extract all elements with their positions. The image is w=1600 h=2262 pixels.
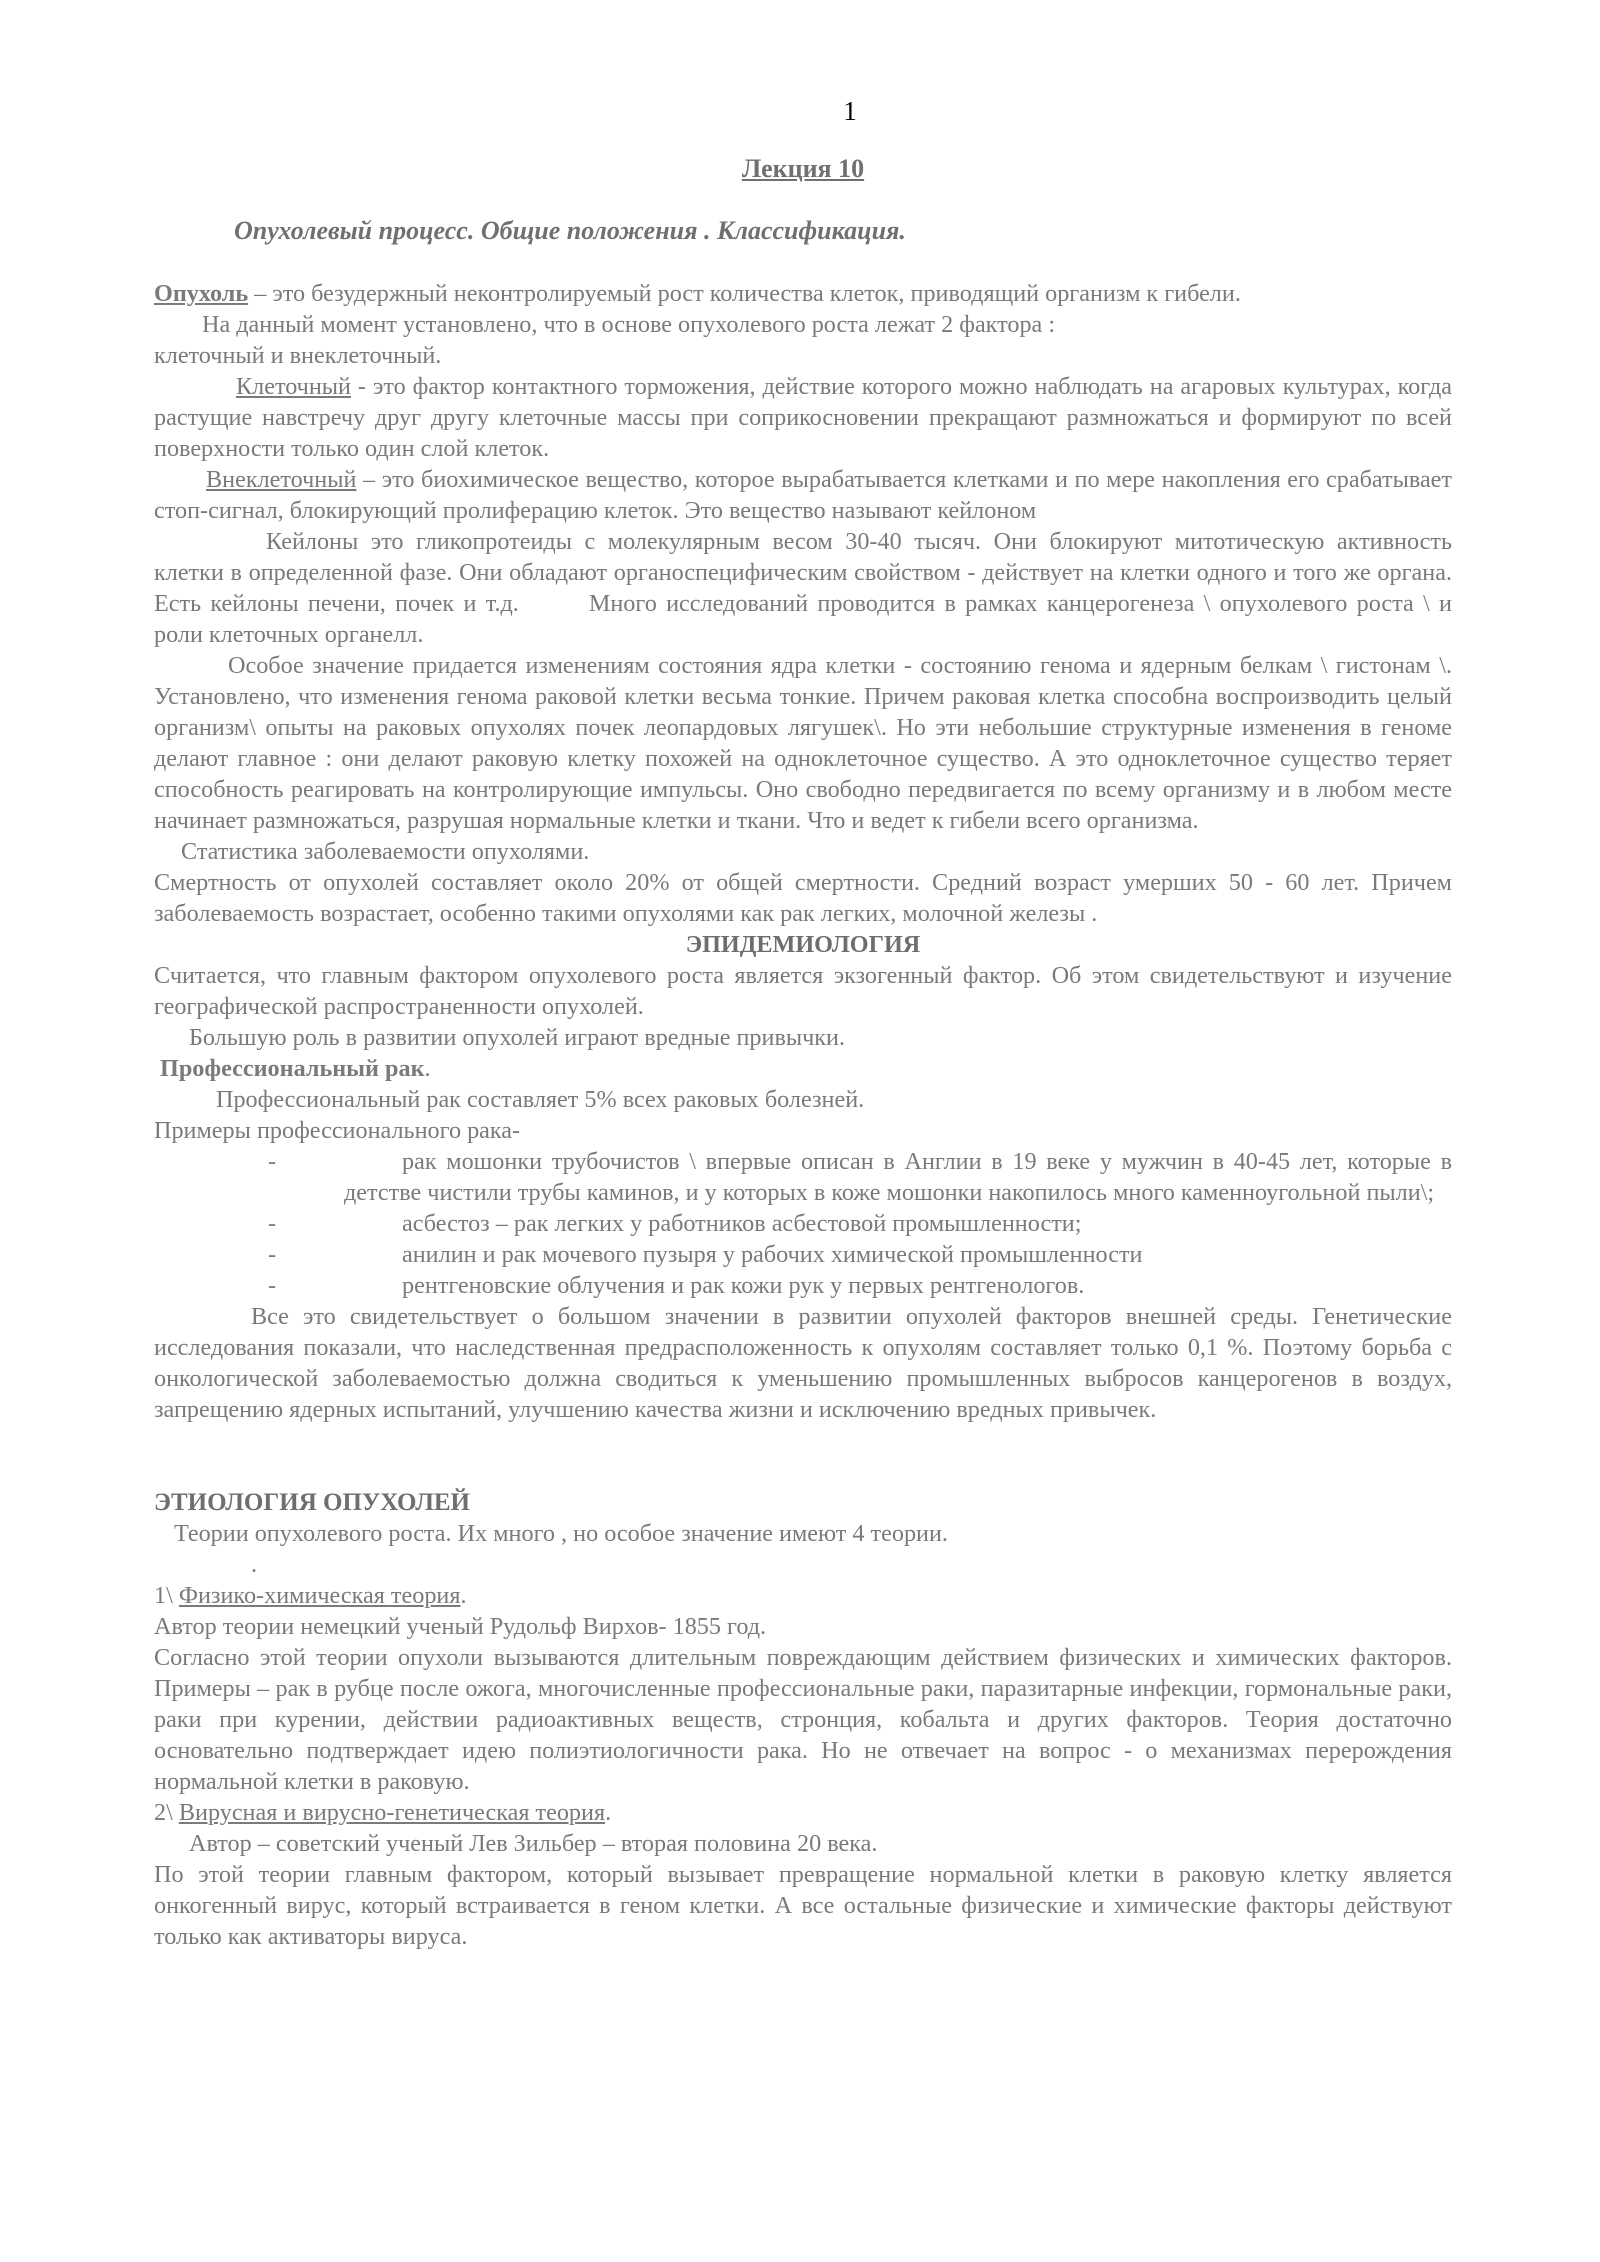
paragraph-statistics-title: Статистика заболеваемости опухолями. [181,838,590,865]
keylones-text: Кейлоны это гликопротеиды с молекулярным весом 30-40 тысяч. Они блокируют митотическую активность клетки в определенной фазе. Они обладают органоспецифическим свойством - действует на клетки одного и того же органа. Есть кейлоны печени, почек и т.д. [154,528,1452,617]
list-item: - асбестоз – рак легких у работников асбестовой промышленности; [268,1210,1082,1237]
list-item: - анилин и рак мочевого пузыря у рабочих химической промышленности [268,1241,1143,1268]
definition-text: – это безудержный неконтролируемый рост количества клеток, приводящий организм к гибели. [248,280,1241,307]
theory-2-name: Вирусная и вирусно-генетическая теория [178,1799,606,1826]
occupational-cancer-label: Профессиональный рак [160,1055,425,1082]
paragraph-factors-list: клеточный и внеклеточный. [154,342,442,369]
list-item: - рак мошонки трубочистов \ впервые описан в Англии в 19 веке у мужчин в 40-45 лет, которые в детстве чистили трубы каминов, и у которых в коже мошонки накопилось много каменноугольной пыли\; [268,1148,1452,1206]
theory-1-author: Автор теории немецкий ученый Рудольф Вирхов- 1855 год. [154,1613,767,1640]
paragraph-dot: . [251,1551,258,1578]
list-item: - рентгеновские облучения и рак кожи рук у первых рентгенологов. [268,1272,1085,1299]
theory-1-title: 1\ Физико-химическая теория. [154,1582,467,1609]
paragraph-extracellular [154,464,1452,526]
theory-1-name: Физико-химическая теория [178,1582,461,1609]
paragraph-statistics: Смертность от опухолей составляет около 20% от общей смертности. Средний возраст умерших 50 - 60 лет. Причем заболеваемость возрастает, особенно такими опухолями как рак легких, молочной железы . [154,869,1452,927]
lecture-subtitle: Опухолевый процесс. Общие положения . Классификация. [234,216,906,245]
paragraph-habits: Большую роль в развитии опухолей играют вредные привычки. [189,1024,846,1051]
cellular-text: - это фактор контактного торможения, действие которого можно наблюдать на агаровых культурах, когда растущие навстречу друг другу клеточные массы при соприкосновении прекращают размножаться и формируют по всей поверхности только один слой клеток. [154,373,1452,462]
paragraph-definition [154,278,1452,309]
heading-etiology: ЭТИОЛОГИЯ ОПУХОЛЕЙ [154,1489,470,1516]
document-body [154,278,1452,1952]
theory-1-text: Согласно этой теории опухоли вызываются длительным повреждающим действием физических и химических факторов. Примеры – рак в рубце после ожога, многочисленные профессиональные раки, паразитарные инфекции, гормональные раки, раки при курении, действии радиоактивных веществ, стронция, кобальта и других факторов. Теория достаточно основательно подтверждает идею полиэтиологичности рака. Но не отвечает на вопрос - о механизмах перерождения нормальной клетки в раковую. [154,1644,1452,1795]
theory-2-text: По этой теории главным фактором, который вызывает превращение нормальной клетки в раковую клетку является онкогенный вирус, который встраивается в геном клетки. А все остальные физические и химические факторы действуют только как активаторы вируса. [154,1861,1452,1950]
paragraph-epidemiology: Считается, что главным фактором опухолевого роста является экзогенный фактор. Об этом свидетельствуют и изучение географической распространенности опухолей. [154,962,1452,1020]
paragraph-cellular [154,371,1452,464]
term-cellular: Клеточный [236,373,351,400]
lecture-title: Лекция 10 [741,154,865,183]
paragraph-occupational-title: Профессиональный рак. [160,1055,431,1082]
term-extracellular: Внеклеточный [206,466,357,493]
paragraph-conclusion: Все это свидетельствует о большом значении в развитии опухолей факторов внешней среды. Генетические исследования показали, что наследственная предрасположенность к опухолям составляет только 0,1 %. Поэтому борьба с онкологической заболеваемостью должна сводиться к уменьшению промышленных выбросов канцерогенов в воздух, запрещению ядерных испытаний, улучшению качества жизни и исключению вредных привычек. [154,1303,1452,1423]
paragraph-nucleus: Особое значение придается изменениям состояния ядра клетки - состоянию генома и ядерным белкам \ гистонам \. Установлено, что изменения генома раковой клетки весьма тонкие. Причем раковая клетка способна воспроизводить целый организм\ опыты на раковых опухолях почек леопардовых лягушек\. Но эти небольшие структурные изменения в геноме делают главное : они делают раковую клетку похожей на одноклеточное существо. А это одноклеточное существо теряет способность реагировать на контролирующие импульсы. Оно свободно передвигается по всему организму и в любом месте начинает размножаться, разрушая нормальные клетки и ткани. Что и ведет к гибели всего организма. [154,652,1452,834]
theory-2-author: Автор – советский ученый Лев Зильбер – вторая половина 20 века. [189,1830,878,1857]
paragraph-occupational-share: Профессиональный рак составляет 5% всех раковых болезней. [216,1086,865,1113]
paragraph-theories-intro: Теории опухолевого роста. Их много , но особое значение имеют 4 теории. [174,1520,948,1547]
heading-epidemiology: ЭПИДЕМИОЛОГИЯ [685,931,921,958]
keylones-text-2: Много исследований проводится в рамках канцерогенеза \ опухолевого роста \ и роли клеточных органелл. [154,590,1452,648]
page-number: 1 [843,96,857,126]
paragraph-factors-intro: На данный момент установлено, что в основе опухолевого роста лежат 2 фактора : [202,311,1056,338]
paragraph-keylones [154,526,1452,650]
paragraph-examples-title: Примеры профессионального рака- [154,1117,521,1144]
term-tumor: Опухоль [154,280,249,307]
extracellular-text: – это биохимическое вещество, которое вырабатывается клетками и по мере накопления его срабатывает стоп-сигнал, блокирующий пролиферацию клеток. Это вещество называют кейлоном [154,466,1452,524]
spacer [154,1425,1452,1487]
theory-2-title: 2\ Вирусная и вирусно-генетическая теория. [154,1799,612,1826]
